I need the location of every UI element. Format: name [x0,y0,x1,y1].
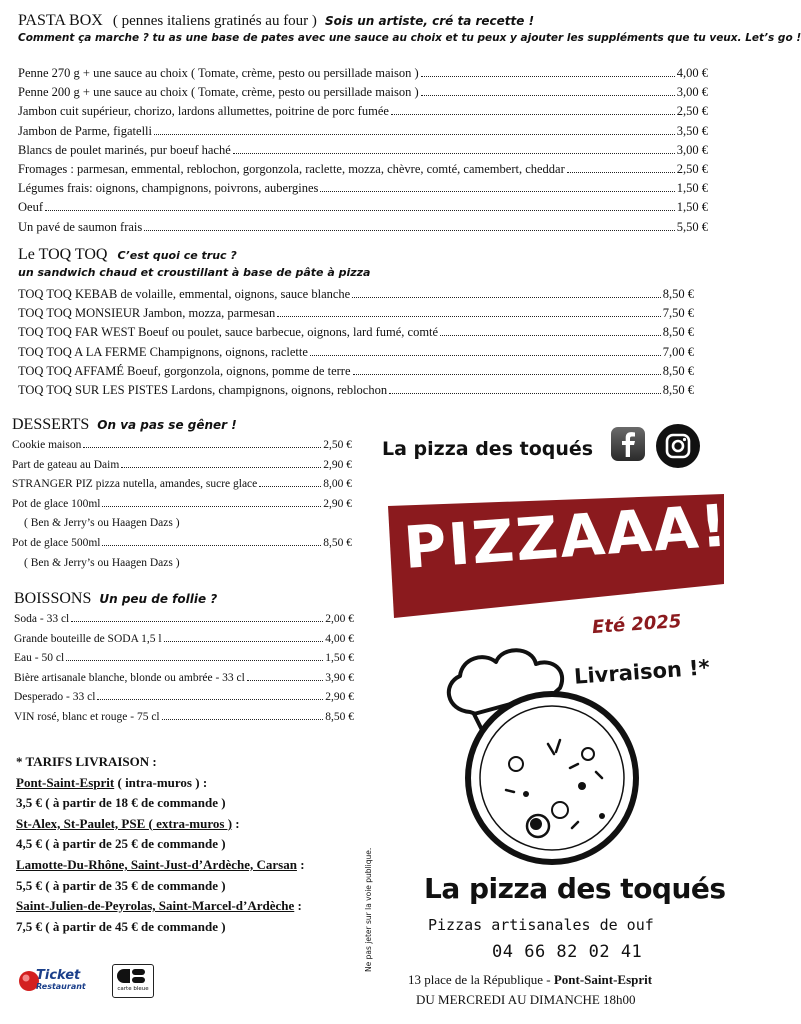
pasta-title: PASTA BOX [18,12,103,29]
opening-hours: DU MERCREDI AU DIMANCHE 18h00 [416,992,636,1007]
address-city: Pont-Saint-Esprit [553,972,653,987]
pasta-item-label: Jambon cuit supérieur, chorizo, lardons allumettes, poitrine de porc fumée [18,104,389,119]
pizza-chef-logo [440,640,650,860]
pasta-item [18,160,708,179]
ticket-restaurant-logo [18,966,100,996]
drink-item-label: Soda - 33 cl [14,613,70,625]
drinks-section [14,590,354,728]
dessert-item-label: Part de gateau au Daim [12,458,120,471]
dessert-item [12,456,352,476]
toq-item-label: TOQ TOQ A LA FERME Champignons, oignons, raclette [18,344,308,359]
facebook-icon[interactable] [611,427,645,461]
pasta-item [18,122,708,141]
dessert-item [12,436,352,456]
dot-leader [391,114,675,115]
dot-leader [352,297,661,298]
delivery-rate: 5,5 € ( à partir de 35 € de commande ) [16,877,226,893]
dot-leader [277,316,660,317]
toq-item-price: 7,00 € [662,344,694,359]
pasta-item [18,102,708,121]
dot-leader [440,335,661,336]
toq-sub: un sandwich chaud et croustillant à base de pâte à pizza [18,266,371,279]
dessert-item-pot-500 [12,534,352,554]
delivery-rate: 7,5 € ( à partir de 45 € de commande ) [16,918,226,934]
dessert-item-price: 8,50 € [323,536,352,549]
pasta-item-price: 1,50 € [676,200,708,215]
pasta-item-price: 3,50 € [676,123,708,138]
promo-delivery: Livraison !* [573,655,711,689]
pizza-banner [380,487,788,620]
pasta-item [18,141,708,160]
desserts-note-1: ( Ben & Jerry’s ou Haagen Dazs ) [24,517,180,530]
dessert-item-price: 8,00 € [323,478,352,491]
ticket-line1: Ticket [36,968,81,983]
pasta-item-label: Fromages : parmesan, emmental, reblochon, gorgonzola, raclette, mozza, chèvre, comté, camembert, cheddar [18,162,565,177]
pasta-item-label: Légumes frais: oignons, champignons, poivrons, aubergines [18,181,319,196]
delivery-area: Saint-Julien-de-Peyrolas, Saint-Marcel-d’Ardèche [16,898,295,914]
promo-season: Eté 2025 [591,610,683,639]
toq-item [18,323,694,342]
drinks-list [14,610,354,728]
desserts-section [12,416,352,573]
drink-item-price: 4,00 € [325,632,354,645]
delivery-area: Pont-Saint-Esprit [16,774,115,790]
drink-item [14,669,354,689]
drink-item-price: 8,50 € [325,710,354,723]
pasta-list [18,64,708,237]
toq-item-price: 8,50 € [662,325,694,340]
drink-item [14,610,354,630]
dot-leader [567,172,675,173]
dot-leader [353,374,661,375]
toq-item-price: 8,50 € [662,363,694,378]
pasta-item-label: Oeuf [18,200,43,215]
dot-leader [162,719,324,720]
dessert-item-label: STRANGER PIZ pizza nutella, amandes, sucre glace [12,478,258,491]
pasta-item-price: 2,50 € [676,162,708,177]
desserts-title: DESSERTS [12,416,90,433]
delivery-section [16,752,356,937]
dot-leader [421,95,675,96]
drink-item-price: 2,90 € [325,691,354,704]
brand-name: La pizza des toqués [424,872,726,905]
pasta-tag: Sois un artiste, cré ta recette ! [324,14,535,28]
pasta-item-label: Penne 200 g + une sauce au choix ( Tomate, crème, pesto ou persillade maison ) [18,85,419,100]
pasta-item-price: 4,00 € [676,66,708,80]
toq-title: Le TOQ TOQ [18,246,108,263]
delivery-rate: 3,5 € ( à partir de 18 € de commande ) [16,795,226,811]
dot-leader [121,467,321,468]
pasta-item-label: Penne 270 g + une sauce au choix ( Tomate, crème, pesto ou persillade maison ) [18,66,419,80]
dot-leader [320,191,674,192]
pasta-item [18,64,708,83]
pasta-item-label: Blancs de poulet marinés, pur boeuf haché [18,142,231,157]
dot-leader [102,545,321,546]
dessert-item-price: 2,50 € [323,439,352,451]
dessert-item-price: 2,90 € [323,497,352,510]
drink-item-label: Desperado - 33 cl [14,691,96,704]
delivery-zone [16,896,356,917]
toq-list [18,285,694,400]
pasta-item-price: 2,50 € [676,104,708,119]
address-line [408,972,652,988]
banner-text: PIZZAAA!!! [401,487,788,582]
pasta-item-price: 1,50 € [676,181,708,196]
drinks-tag: Un peu de follie ? [99,592,218,606]
drink-item [14,708,354,728]
toq-item [18,362,694,381]
social-title: La pizza des toqués [382,438,594,460]
drinks-title: BOISSONS [14,590,92,607]
drink-item-label: Bière artisanale blanche, blonde ou ambrée - 33 cl [14,671,245,684]
toq-item [18,285,694,304]
drink-item [14,649,354,669]
drink-item-label: Grande bouteille de SODA 1,5 l [14,632,162,645]
delivery-list [16,773,356,938]
dot-leader [71,621,323,622]
pasta-item-price: 3,00 € [676,85,708,100]
drink-item-price: 2,00 € [325,613,354,625]
drink-item-label: Eau - 50 cl [14,652,65,665]
desserts-tag: On va pas se gêner ! [97,418,237,432]
dot-leader [310,355,661,356]
dessert-item-label: Pot de glace 500ml [12,536,101,549]
desserts-note-2: ( Ben & Jerry’s ou Haagen Dazs ) [24,556,180,569]
delivery-area: St-Alex, St-Paulet, PSE ( extra-muros ) [16,815,233,831]
delivery-zone [16,855,356,876]
pasta-item-price: 5,50 € [676,219,708,234]
delivery-rate: 4,5 € ( à partir de 25 € de commande ) [16,836,226,852]
toq-item-label: TOQ TOQ AFFAMÉ Boeuf, gorgonzola, oignons, pomme de terre [18,363,351,378]
brand-phone[interactable]: 04 66 82 02 41 [492,942,643,962]
delivery-area-extra: : [232,815,240,831]
dessert-item-label: Cookie maison [12,439,82,451]
dot-leader [389,393,661,394]
address-street: 13 place de la République - [408,972,554,987]
drink-item-price: 1,50 € [325,652,354,665]
brand-tagline: Pizzas artisanales de ouf [428,916,654,934]
drink-item [14,688,354,708]
drinks-heading [14,590,354,608]
drink-item [14,630,354,650]
cb-label: carte bleue [117,986,149,992]
delivery-title: * TARIFS LIVRAISON : [16,754,157,769]
dot-leader [97,699,323,700]
toq-item-label: TOQ TOQ FAR WEST Boeuf ou poulet, sauce barbecue, oignons, lard fumé, comté [18,325,439,340]
dessert-item [12,495,352,515]
dot-leader [144,230,674,231]
toq-item [18,343,694,362]
dot-leader [421,76,675,77]
dot-leader [102,506,321,507]
dessert-item-price: 2,90 € [323,458,352,471]
dot-leader [154,134,675,135]
drink-item-label: VIN rosé, blanc et rouge - 75 cl [14,710,160,723]
drink-item-price: 3,90 € [325,671,354,684]
dessert-item [12,475,352,495]
delivery-area-extra: : [296,856,305,872]
dessert-item-label: Pot de glace 100ml [12,497,101,510]
toq-item [18,304,694,323]
toq-heading [18,246,694,264]
ticket-line2: Restaurant [36,982,86,991]
toq-item-price: 8,50 € [662,383,694,398]
dot-leader [66,660,323,661]
toq-item [18,381,694,400]
pasta-item [18,179,708,198]
pasta-subtitle: ( pennes italiens gratinés au four ) [112,13,317,29]
pizza-icon [468,694,636,862]
toq-section [18,246,694,400]
legal-notice: Ne pas jeter sur la voie publique. [364,847,373,972]
toq-item-price: 8,50 € [662,287,694,301]
toq-item-label: TOQ TOQ SUR LES PISTES Lardons, champignons, oignons, reblochon [18,383,388,398]
dot-leader [259,486,321,487]
pasta-item [18,83,708,102]
pasta-how: Comment ça marche ? tu as une base de pates avec une sauce au choix et tu peux y ajouter les suppléments que tu veux. Let’s go ! [18,32,801,44]
toq-tag: C’est quoi ce truc ? [117,249,237,262]
delivery-zone [16,814,356,835]
desserts-heading [12,416,352,434]
dot-leader [247,680,323,681]
dot-leader [164,641,324,642]
cb-icon [118,967,148,985]
carte-bleue-logo [112,964,154,998]
instagram-icon[interactable] [656,424,700,468]
delivery-area-extra: : [294,898,302,914]
pasta-section [18,12,801,237]
pasta-item [18,198,708,217]
desserts-list [12,436,352,514]
dot-leader [233,153,675,154]
dot-leader [45,210,675,211]
pasta-item [18,218,708,237]
delivery-zone [16,773,356,794]
delivery-area: Lamotte-Du-Rhône, Saint-Just-d’Ardèche, Carsan [16,856,297,872]
social-bar [380,426,710,472]
pasta-heading [18,12,708,30]
delivery-area-extra: ( intra-muros ) : [114,774,208,790]
pasta-item-label: Un pavé de saumon frais [18,219,143,234]
toq-item-price: 7,50 € [662,306,694,321]
toq-item-label: TOQ TOQ MONSIEUR Jambon, mozza, parmesan [18,306,276,321]
toq-item-label: TOQ TOQ KEBAB de volaille, emmental, oignons, sauce blanche [18,287,351,301]
pasta-item-price: 3,00 € [676,142,708,157]
pasta-item-label: Jambon de Parme, figatelli [18,123,152,138]
dot-leader [83,447,321,448]
